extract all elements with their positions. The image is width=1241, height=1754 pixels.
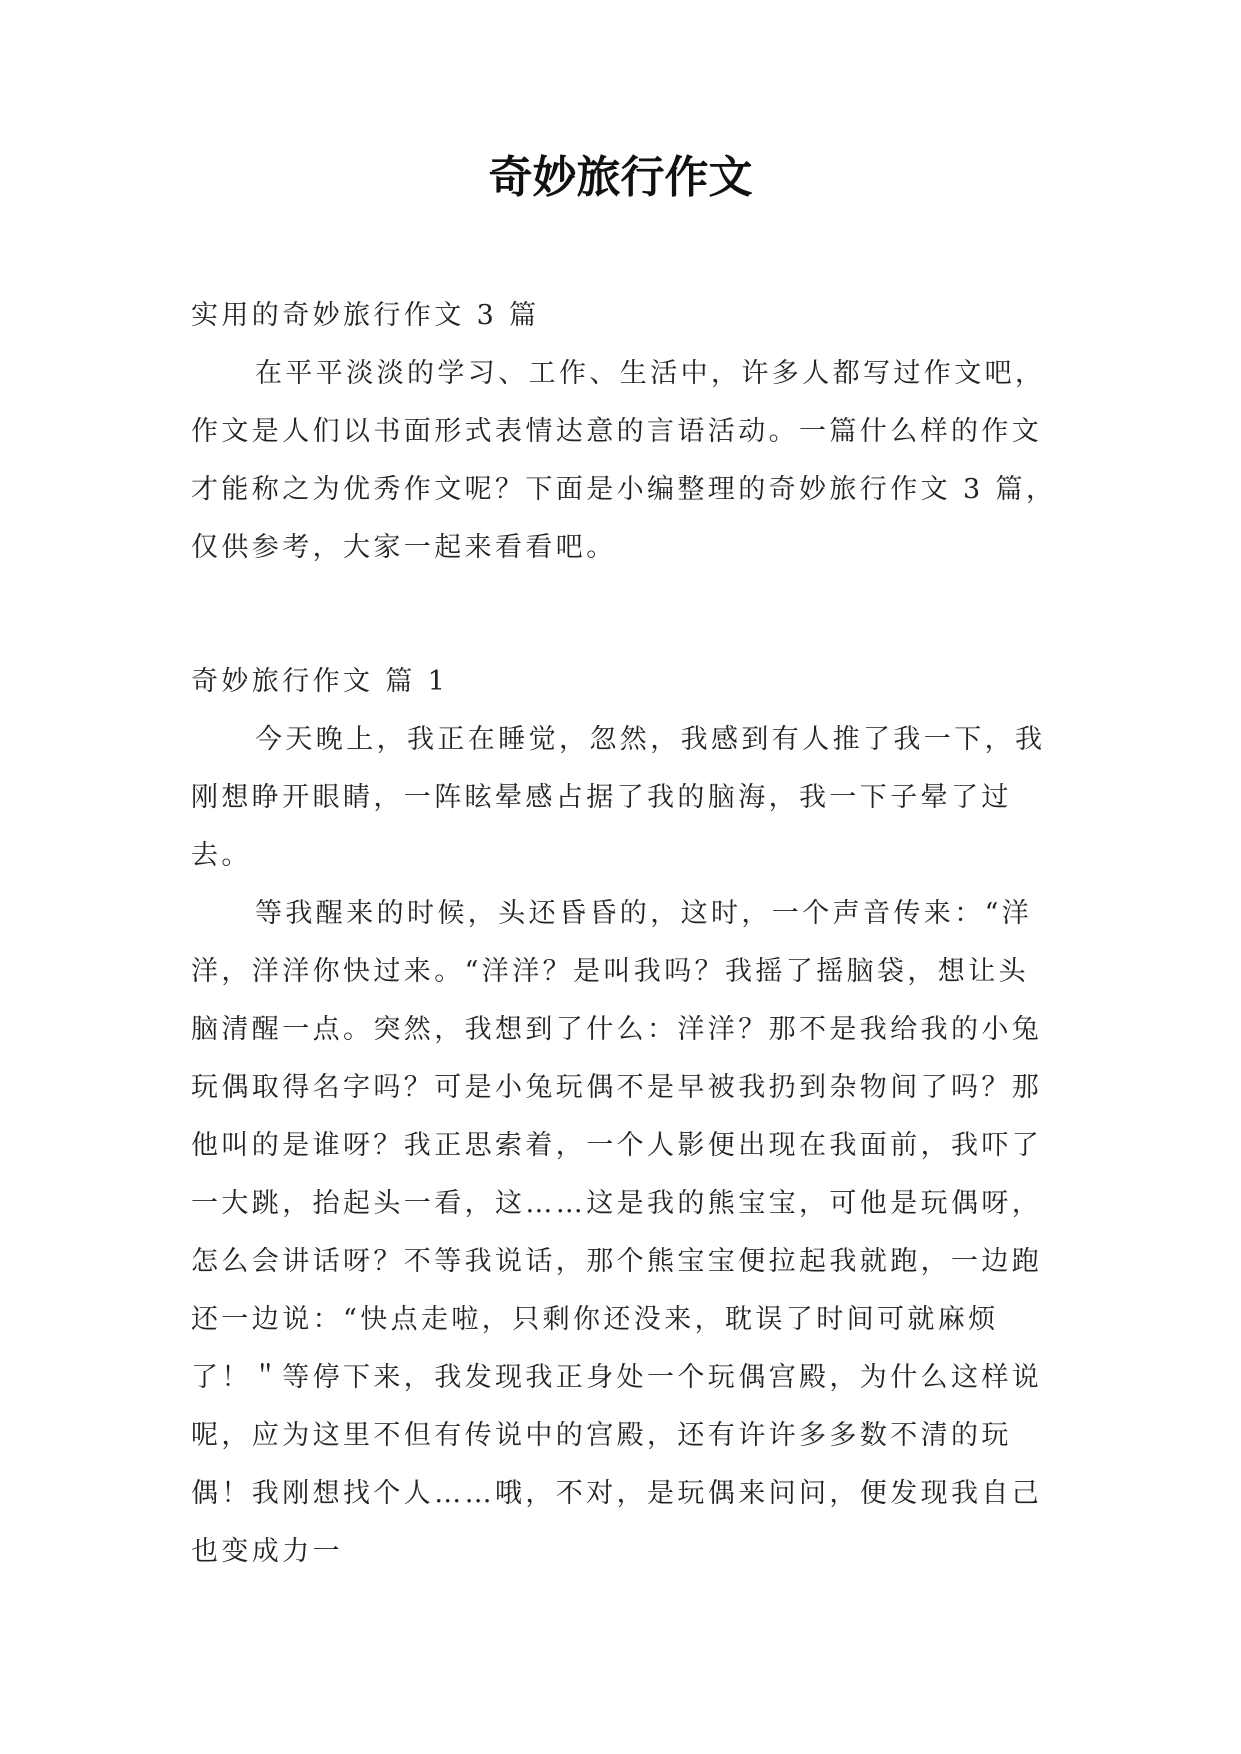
document-title: 奇妙旅行作文 — [488, 152, 753, 203]
section-1-paragraph-2: 等我醒来的时候，头还昏昏的，这时，一个声音传来：“洋洋，洋洋你快过来。“洋洋？是叫我吗？我摇了摇脑袋，想让头脑清醒一点。突然，我想到了什么：洋洋？那不是我给我的小兔玩偶取得名字吗？可是小兔玩偶不是早被我扔到杂物间了吗？那他叫的是谁呀？我正思索着，一个人影便出现在我面前，我吓了一大跳，抬起头一看，这……这是我的熊宝宝，可他是玩偶呀，怎么会讲话呀？不等我说话，那个熊宝宝便拉起我就跑，一边跑还一边说：“快点走啦，只剩你还没来，耽误了时间可就麻烦了！＂等停下来，我发现我正身处一个玩偶宫殿，为什么这样说呢，应为这里不但有传说中的宫殿，还有许许多多数不清的玩偶！我刚想找个人……哦，不对，是玩偶来问问，便发现我自己也变成力一 — [191, 898, 1043, 1567]
section-1-heading: 奇妙旅行作文 篇 1 — [191, 666, 449, 697]
section-1-paragraph-1: 今天晚上，我正在睡觉，忽然，我感到有人推了我一下，我刚想睁开眼睛，一阵眩晕感占据了我的脑海，我一下子晕了过去。 — [191, 724, 1046, 871]
document-subtitle: 实用的奇妙旅行作文 3 篇 — [191, 300, 540, 331]
section-spacer — [191, 577, 1059, 653]
document-body — [191, 287, 1059, 1581]
intro-paragraph: 在平平淡淡的学习、工作、生活中，许多人都写过作文吧，作文是人们以书面形式表情达意的言语活动。一篇什么样的作文才能称之为优秀作文呢？下面是小编整理的奇妙旅行作文 3 篇，仅供参考，大家一起来看看吧。 — [191, 358, 1057, 563]
